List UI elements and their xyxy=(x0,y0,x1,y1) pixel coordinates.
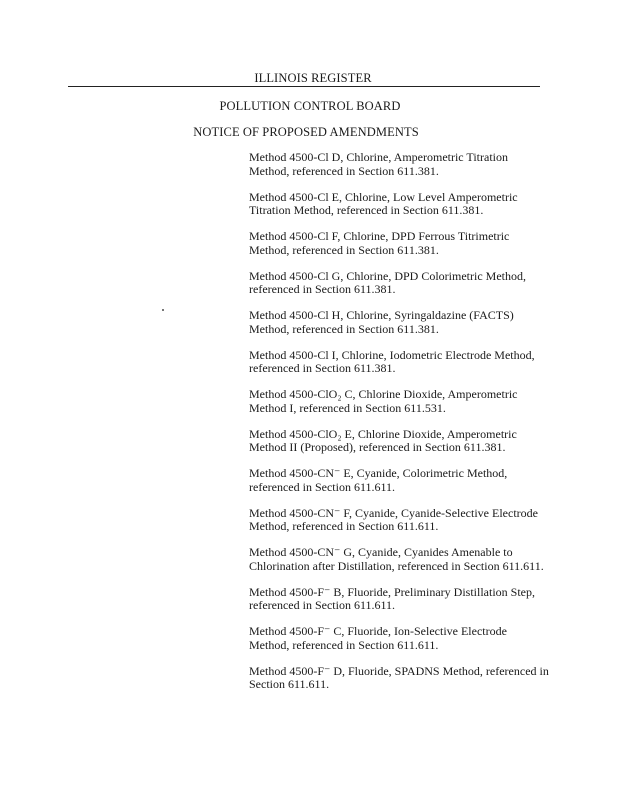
method-item: Method 4500-ClO₂ E, Chlorine Dioxide, Amperometric Method II (Proposed), referenced in Section 611.381. xyxy=(249,426,517,454)
method-item: Method 4500-Cl D, Chlorine, Amperometric Titration Method, referenced in Section 611.381. xyxy=(249,150,508,178)
method-item: Method 4500-CN⁻ E, Cyanide, Colorimetric Method, referenced in Section 611.611. xyxy=(249,466,508,494)
register-title: ILLINOIS REGISTER xyxy=(254,71,372,85)
method-item: Method 4500-Cl F, Chlorine, DPD Ferrous Titrimetric Method, referenced in Section 611.381. xyxy=(249,229,510,257)
method-item: Method 4500-ClO₂ C, Chlorine Dioxide, Amperometric Method I, referenced in Section 611.531. xyxy=(249,387,518,415)
scan-speck xyxy=(162,309,164,311)
method-item: Method 4500-F⁻ B, Fluoride, Preliminary Distillation Step, referenced in Section 611.611. xyxy=(249,584,535,612)
method-item: Method 4500-F⁻ D, Fluoride, SPADNS Method, referenced in Section 611.611. xyxy=(249,663,549,691)
method-item: Method 4500-F⁻ C, Fluoride, Ion-Selective Electrode Method, referenced in Section 611.611. xyxy=(249,624,507,652)
method-item: Method 4500-Cl H, Chlorine, Syringaldazine (FACTS) Method, referenced in Section 611.381. xyxy=(249,308,514,336)
method-list xyxy=(249,151,549,704)
notice-title: NOTICE OF PROPOSED AMENDMENTS xyxy=(193,125,419,139)
method-item: Method 4500-CN⁻ F, Cyanide, Cyanide-Selective Electrode Method, referenced in Section 611.611. xyxy=(249,505,538,533)
method-item: Method 4500-Cl I, Chlorine, Iodometric Electrode Method, referenced in Section 611.381. xyxy=(249,347,535,375)
method-item: Method 4500-Cl G, Chlorine, DPD Colorimetric Method, referenced in Section 611.381. xyxy=(249,268,526,296)
board-title: POLLUTION CONTROL BOARD xyxy=(219,99,401,113)
method-item: Method 4500-Cl E, Chlorine, Low Level Amperometric Titration Method, referenced in Section 611.381. xyxy=(249,189,518,217)
header-rule xyxy=(68,86,540,87)
method-item: Method 4500-CN⁻ G, Cyanide, Cyanides Amenable to Chlorination after Distillation, referenced in Section 611.611. xyxy=(249,545,544,573)
